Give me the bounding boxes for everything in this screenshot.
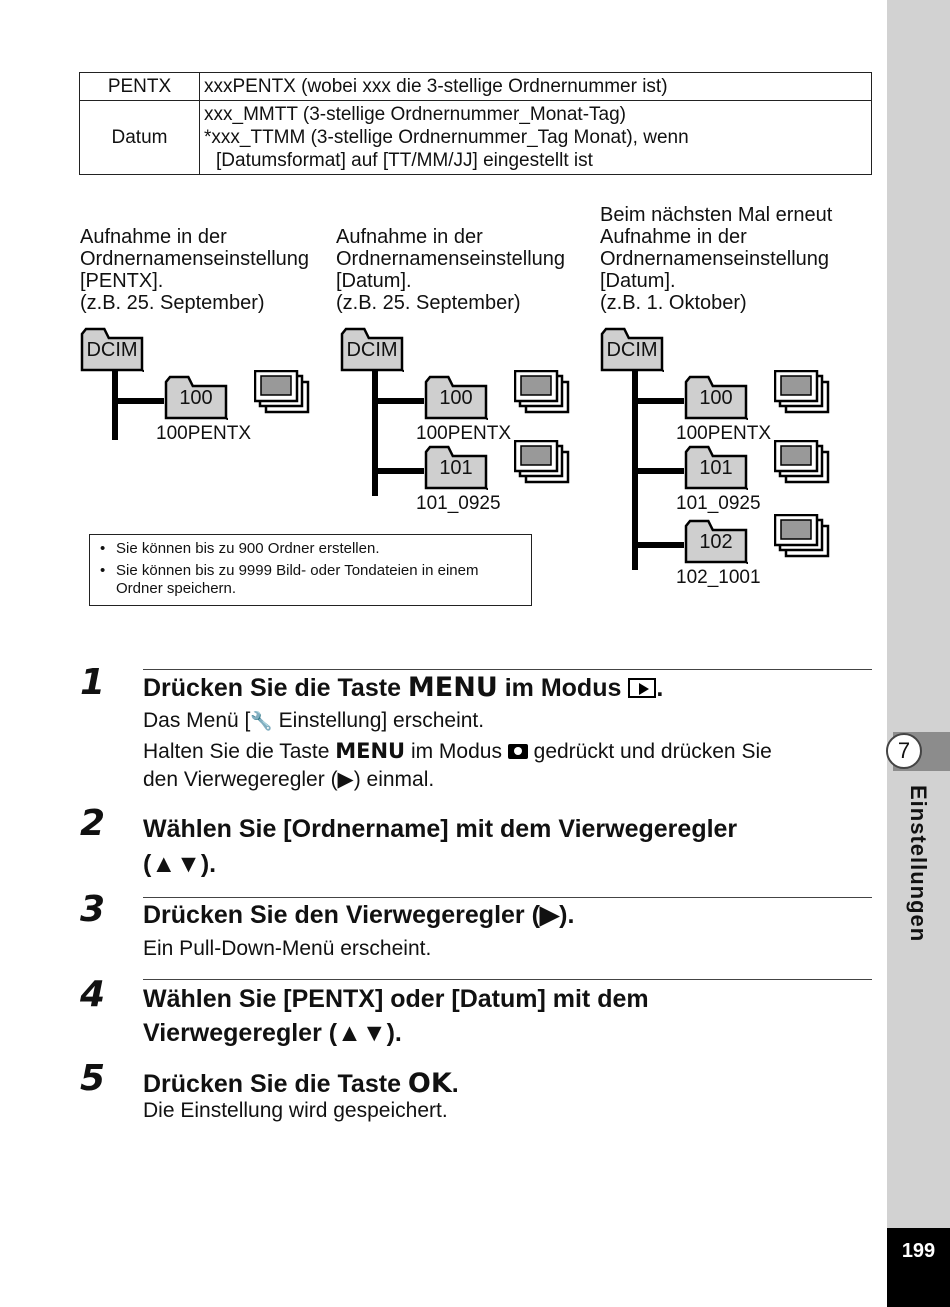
- step-text: [143, 706, 873, 736]
- tree-branch: [372, 398, 424, 404]
- chapter-number: 7: [886, 733, 922, 769]
- camera-mode-icon: [508, 744, 528, 759]
- tree-trunk: [372, 370, 378, 496]
- subfolder-icon: [684, 444, 748, 495]
- subfolder-icon: [684, 374, 748, 425]
- step-text-part: Das Menü [: [143, 709, 251, 732]
- table-value-line: *xxx_TTMM (3-stellige Ordnernummer_Tag Monat), wenn: [204, 127, 689, 148]
- step-text: Ein Pull-Down-Menü erscheint.: [143, 937, 432, 960]
- step-title-text: .: [451, 1070, 459, 1098]
- note-item: • Sie können bis zu 900 Ordner erstellen.: [100, 540, 523, 558]
- step-title: (▲▼).: [143, 850, 217, 878]
- step-text-part: Einstellung] erscheint.: [272, 709, 485, 732]
- image-files-icon: [774, 370, 832, 416]
- tree-branch: [372, 468, 424, 474]
- page-number: 199: [901, 1240, 936, 1262]
- chapter-title: Einstellungen: [906, 785, 931, 943]
- chapter-side-bar: [887, 0, 950, 1307]
- folder-number: DCIM: [606, 338, 658, 361]
- step-number: 4: [80, 974, 106, 1015]
- divider: [143, 669, 872, 670]
- table-key: Datum: [80, 101, 200, 175]
- step-title: Drücken Sie den Vierwegeregler (▶).: [143, 901, 575, 929]
- tree-branch: [632, 398, 684, 404]
- step-title-text: .: [656, 674, 664, 702]
- table-value: xxxPENTX (wobei xxx die 3-stellige Ordnernummer ist): [200, 73, 872, 101]
- image-files-icon: [514, 370, 572, 416]
- step-text-part: im Modus: [405, 740, 508, 763]
- step-text: Die Einstellung wird gespeichert.: [143, 1099, 448, 1122]
- folder-number: 101: [699, 456, 733, 479]
- folder-name: 100PENTX: [416, 423, 512, 444]
- table-value-line: xxx_MMTT (3-stellige Ordnernummer_Monat-Tag): [204, 104, 626, 125]
- diagram-caption: Aufnahme in der Ordnernamenseinstellung [Datum]. (z.B. 25. September): [336, 226, 566, 314]
- menu-key: MENU: [407, 672, 498, 703]
- folder-name: 102_1001: [676, 567, 761, 588]
- folder-name: 100PENTX: [676, 423, 772, 444]
- folder-name: 100PENTX: [156, 423, 252, 444]
- menu-key: MENU: [335, 739, 406, 763]
- folder-name: 101_0925: [676, 493, 761, 514]
- table-value-line: [Datumsformat] auf [TT/MM/JJ] eingestellt ist: [216, 150, 593, 171]
- subfolder-icon: [424, 444, 488, 495]
- step-number: 3: [80, 889, 106, 930]
- step-text: [143, 736, 873, 767]
- image-files-icon: [254, 370, 312, 416]
- step-text: den Vierwegeregler (▶) einmal.: [143, 768, 435, 791]
- step-number: 5: [80, 1058, 106, 1099]
- folder-number: 100: [439, 386, 473, 409]
- image-files-icon: [514, 440, 572, 486]
- step-title-text: Drücken Sie die Taste: [143, 674, 408, 702]
- subfolder-icon: [164, 374, 228, 425]
- folder-number: DCIM: [346, 338, 398, 361]
- tree-trunk: [112, 370, 118, 440]
- step-number: 2: [80, 803, 106, 844]
- step-title: Wählen Sie [Ordnername] mit dem Vierwegeregler: [143, 815, 738, 843]
- folder-number: 100: [179, 386, 213, 409]
- wrench-icon: 🔧: [250, 711, 273, 731]
- table-key: PENTX: [80, 73, 200, 101]
- step-text-part: gedrückt und drücken Sie: [527, 740, 772, 763]
- tree-branch: [632, 468, 684, 474]
- step-title: Vierwegeregler (▲▼).: [143, 1019, 402, 1047]
- note-box: [89, 534, 532, 606]
- note-item: • Sie können bis zu 9999 Bild- oder Tondateien in einem Ordner speichern.: [100, 562, 523, 598]
- folder-name-table: [79, 72, 872, 175]
- ok-key: OK: [407, 1068, 452, 1099]
- step-text-part: Halten Sie die Taste: [143, 740, 336, 763]
- folder-name: 101_0925: [416, 493, 501, 514]
- folder-number: 102: [699, 530, 733, 553]
- table-row: [80, 101, 872, 175]
- image-files-icon: [774, 440, 832, 486]
- table-row: [80, 73, 872, 101]
- tree-branch: [112, 398, 164, 404]
- divider: [143, 979, 872, 980]
- step-title: [143, 671, 843, 705]
- table-value: [200, 101, 872, 175]
- subfolder-icon: [424, 374, 488, 425]
- diagram-caption: Beim nächsten Mal erneut Aufnahme in der Ordnernamenseinstellung [Datum]. (z.B. 1. Oktober): [600, 204, 833, 314]
- tree-branch: [632, 542, 684, 548]
- folder-number: 100: [699, 386, 733, 409]
- diagram-caption: Aufnahme in der Ordnernamenseinstellung [PENTX]. (z.B. 25. September): [80, 226, 310, 314]
- playback-mode-icon: [628, 678, 656, 698]
- folder-number: DCIM: [86, 338, 138, 361]
- folder-number: 101: [439, 456, 473, 479]
- step-title-text: Drücken Sie die Taste: [143, 1070, 408, 1098]
- step-title: Wählen Sie [PENTX] oder [Datum] mit dem: [143, 985, 649, 1013]
- step-number: 1: [80, 662, 106, 703]
- image-files-icon: [774, 514, 832, 560]
- subfolder-icon: [684, 518, 748, 569]
- step-title-text: im Modus: [497, 674, 629, 702]
